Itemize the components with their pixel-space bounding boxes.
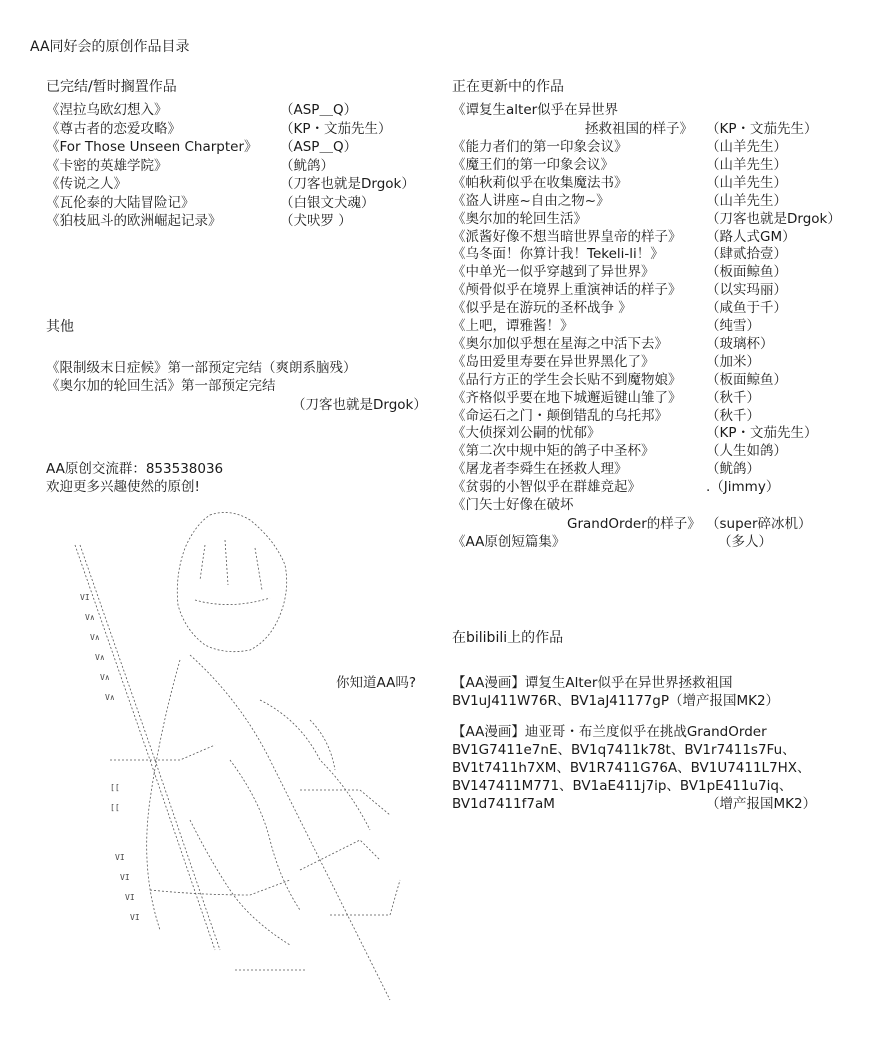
finished-work-title: 《For Those Unseen Charpter》 xyxy=(46,139,258,155)
updating-work-title: 《贫弱的小智似乎在群雄竞起》 xyxy=(452,479,641,496)
finished-work-title: 《尊古者的恋爱攻略》 xyxy=(46,120,181,137)
updating-work-author: （鱿鸽） xyxy=(706,461,760,478)
updating-short-title: 《AA原创短篇集》 xyxy=(452,534,566,550)
updating-work-author: （秋千） xyxy=(706,407,760,424)
finished-work-title: 《涅拉乌欧幻想入》 xyxy=(46,102,168,118)
updating-last-author: （super碎冰机） xyxy=(706,516,812,532)
updating-first-author: （KP・文茄先生） xyxy=(706,121,818,137)
svg-text:VI: VI xyxy=(120,873,130,882)
bilibili-entry-2-ids-line-1: BV1G7411e7nE、BV1q7411k78t、BV1r7411s7Fu、 xyxy=(452,742,796,758)
updating-work-title: 《盗人讲座~自由之物~》 xyxy=(452,192,610,209)
svg-text:V∧: V∧ xyxy=(95,653,105,662)
group-line-1: AA原创交流群：853538036 xyxy=(46,461,224,477)
updating-work-author: （人生如鸽） xyxy=(706,443,787,460)
other-heading: 其他 xyxy=(46,319,74,335)
finished-heading: 已完结/暂时搁置作品 xyxy=(46,79,177,95)
group-line-2: 欢迎更多兴趣使然的原创! xyxy=(46,479,200,495)
updating-work-title: 《奥尔加似乎想在星海之中活下去》 xyxy=(452,335,668,352)
finished-work-author: （KP・文茄先生） xyxy=(280,120,392,137)
other-line-1: 《限制级末日症候》第一部预定完结（爽朗系脑残） xyxy=(46,360,357,376)
updating-work-title: 《第二次中规中矩的鸽子中圣杯》 xyxy=(452,443,655,460)
finished-work-title: 《卡密的英雄学院》 xyxy=(46,157,168,174)
updating-work-author: （KP・文茄先生） xyxy=(706,425,818,442)
bilibili-entry-2-ids-line-2: BV1t7411h7XM、BV1R7411G76A、BV1U7411L7HX、 xyxy=(452,760,811,776)
other-line-2-author: （刀客也就是Drgok） xyxy=(292,397,427,413)
bilibili-entry-1-title: 【AA漫画】谭复生Alter似乎在异世界拯救祖国 xyxy=(452,675,733,691)
svg-text:VI: VI xyxy=(130,913,140,922)
updating-work-author: （山羊先生） xyxy=(706,156,787,173)
svg-text:V∧: V∧ xyxy=(100,673,110,682)
updating-work-title: 《中单光一似乎穿越到了异世界》 xyxy=(452,264,655,281)
updating-work-author: （秋千） xyxy=(706,389,760,406)
updating-last-title-line-2: GrandOrder的样子》 xyxy=(567,516,701,532)
svg-text:VI: VI xyxy=(80,593,90,602)
updating-work-title: 《命运石之门・颠倒错乱的乌托邦》 xyxy=(452,407,668,424)
bilibili-entry-2-author: （增产报国MK2） xyxy=(706,796,817,812)
finished-work-title: 《传说之人》 xyxy=(46,176,127,192)
updating-work-title: 《颅骨似乎在境界上重演神话的样子》 xyxy=(452,282,682,299)
bilibili-heading: 在bilibili上的作品 xyxy=(452,630,564,646)
svg-text:VI: VI xyxy=(125,893,135,902)
updating-first-title-line-2: 拯救祖国的样子》 xyxy=(585,121,693,137)
updating-work-title: 《岛田爱里寿要在异世界黑化了》 xyxy=(452,353,655,370)
bilibili-entry-2-title: 【AA漫画】迪亚哥・布兰度似乎在挑战GrandOrder xyxy=(452,724,767,740)
updating-work-author: .（Jimmy） xyxy=(706,479,780,496)
question-text: 你知道AA吗? xyxy=(336,675,417,691)
bilibili-entry-2-ids-line-3: BV147411M771、BV1aE411j7ip、BV1pE411u7iq、 xyxy=(452,778,793,794)
updating-short-author: （多人） xyxy=(718,534,772,550)
updating-work-title: 《奥尔加的轮回生活》 xyxy=(452,210,587,227)
updating-work-title: 《能力者们的第一印象会议》 xyxy=(452,139,628,155)
updating-work-title: 《上吧，谭雅酱！》 xyxy=(452,318,574,334)
bilibili-entry-2-ids-line-4: BV1d7411f7aM xyxy=(452,796,555,812)
updating-work-title: 《品行方正的学生会长贴不到魔物娘》 xyxy=(452,371,682,388)
updating-work-author: （山羊先生） xyxy=(706,139,787,155)
updating-last-title-line-1: 《门矢士好像在破坏 xyxy=(452,497,574,513)
svg-text:V∧: V∧ xyxy=(105,693,115,702)
updating-work-title: 《屠龙者李舜生在拯救人理》 xyxy=(452,461,628,478)
finished-work-title: 《瓦伦泰的大陆冒险记》 xyxy=(46,194,195,211)
updating-work-author: （板面鲸鱼） xyxy=(706,371,787,388)
updating-work-author: （板面鲸鱼） xyxy=(706,264,787,281)
finished-work-author: （刀客也就是Drgok） xyxy=(280,176,415,192)
page-title: AA同好会的原创作品目录 xyxy=(30,39,190,55)
updating-work-author: （加米） xyxy=(706,353,760,370)
finished-work-author: （鱿鸽） xyxy=(280,157,334,174)
updating-work-author: （玻璃杯） xyxy=(706,335,774,352)
updating-heading: 正在更新中的作品 xyxy=(452,79,564,95)
updating-work-author: （刀客也就是Drgok） xyxy=(706,210,841,227)
updating-work-author: （以实玛丽） xyxy=(706,282,787,299)
svg-text:[[: [[ xyxy=(110,783,120,792)
updating-work-title: 《齐格似乎要在地下城邂逅键山雏了》 xyxy=(452,389,682,406)
updating-work-author: （肆贰拾壹） xyxy=(706,246,787,263)
finished-work-author: （ASP＿Q） xyxy=(280,102,358,118)
svg-text:V∧: V∧ xyxy=(90,633,100,642)
svg-text:V∧: V∧ xyxy=(85,613,95,622)
updating-work-author: （山羊先生） xyxy=(706,192,787,209)
finished-work-author: （白银文犬魂） xyxy=(280,194,375,211)
svg-text:[[: [[ xyxy=(110,803,120,812)
updating-work-author: （路人式GM） xyxy=(706,228,796,245)
bilibili-entry-1-ids: BV1uJ411W76R、BV1aJ41177gP（增产报国MK2） xyxy=(452,693,780,709)
updating-work-author: （咸鱼于千） xyxy=(706,300,787,317)
finished-work-author: （ASP＿Q） xyxy=(280,139,358,155)
updating-work-title: 《大侦探刘公嗣的忧郁》 xyxy=(452,425,601,442)
updating-work-title: 《帕秋莉似乎在收集魔法书》 xyxy=(452,174,628,191)
finished-work-author: （犬吠罗 ） xyxy=(280,213,352,229)
updating-first-title-line-1: 《谭复生alter似乎在异世界 xyxy=(452,102,619,118)
other-line-2: 《奥尔加的轮回生活》第一部预定完结 xyxy=(46,378,276,394)
updating-work-author: （山羊先生） xyxy=(706,174,787,191)
updating-work-title: 《魔王们的第一印象会议》 xyxy=(452,156,614,173)
svg-text:VI: VI xyxy=(115,853,125,862)
updating-work-title: 《似乎是在游玩的圣杯战争 》 xyxy=(452,300,632,317)
updating-work-author: （纯雪） xyxy=(706,318,760,334)
updating-work-title: 《派酱好像不想当暗世界皇帝的样子》 xyxy=(452,228,682,245)
updating-work-title: 《乌冬面！你算计我！Tekeli-li！》 xyxy=(452,246,664,263)
finished-work-title: 《狛枝凪斗的欧洲崛起记录》 xyxy=(46,213,222,229)
